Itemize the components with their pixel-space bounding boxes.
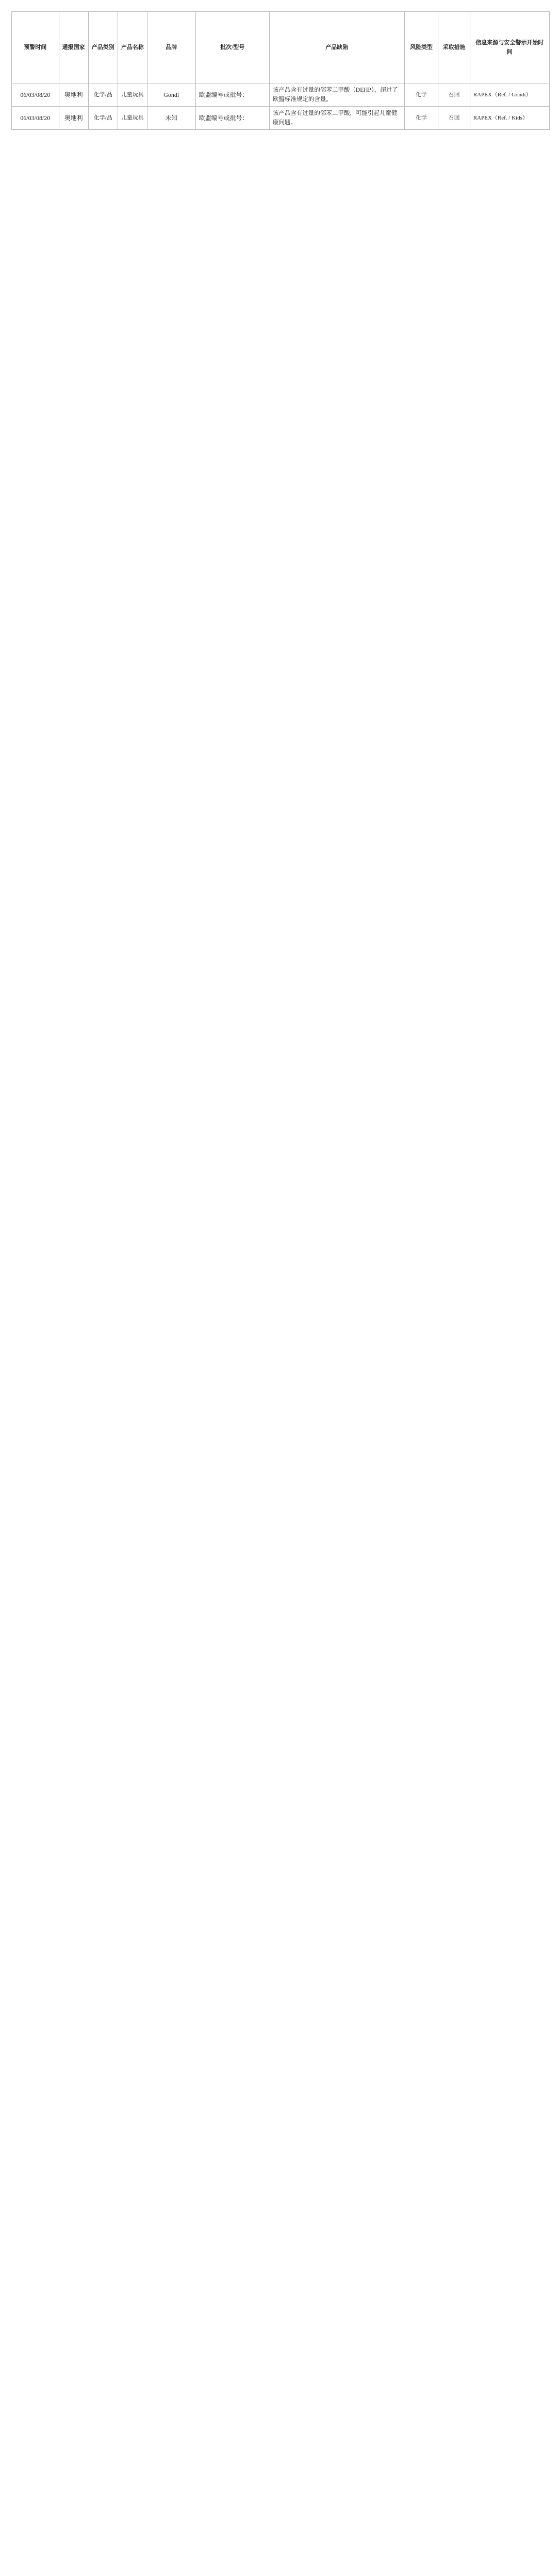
cell-product: 儿童玩具 xyxy=(118,107,147,130)
table-row xyxy=(12,83,550,107)
cell-country: 奥地利 xyxy=(59,107,88,130)
col-header-category: 产品类别 xyxy=(88,12,118,83)
col-header-risk: 风险类型 xyxy=(404,12,438,83)
cell-model: 欧盟编号或批号： xyxy=(195,83,269,107)
col-header-date: 预警时间 xyxy=(12,12,59,83)
col-header-source: 信息来源与安全警示开始时间 xyxy=(470,12,549,83)
cell-date: 06/03/08/20 xyxy=(12,107,59,130)
col-header-brand: 品牌 xyxy=(147,12,195,83)
cell-brand: 未知 xyxy=(147,107,195,130)
cell-brand: Gondi xyxy=(147,83,195,107)
cell-source: RAPEX（Ref. / Gondi） xyxy=(470,83,549,107)
cell-product: 儿童玩具 xyxy=(118,83,147,107)
col-header-country: 通报国家 xyxy=(59,12,88,83)
cell-risk: 化学 xyxy=(404,107,438,130)
col-header-model: 批次/型号 xyxy=(195,12,269,83)
table-body xyxy=(12,83,550,130)
cell-defect: 该产品含有过量的邻苯二甲酸（DEHP），超过了欧盟标准规定的含量。 xyxy=(269,83,404,107)
header-row xyxy=(12,12,550,83)
cell-defect: 该产品含有过量的邻苯二甲酸，可能引起儿童健康问题。 xyxy=(269,107,404,130)
cell-category: 化学/品 xyxy=(88,83,118,107)
cell-country: 奥地利 xyxy=(59,83,88,107)
cell-model: 欧盟编号或批号： xyxy=(195,107,269,130)
cell-source: RAPEX（Ref. / Kids） xyxy=(470,107,549,130)
cell-category: 化学/品 xyxy=(88,107,118,130)
col-header-defect: 产品缺陷 xyxy=(269,12,404,83)
rapex-notice-table xyxy=(11,11,550,130)
table-row xyxy=(12,107,550,130)
cell-measures: 召回 xyxy=(438,107,470,130)
cell-risk: 化学 xyxy=(404,83,438,107)
col-header-measures: 采取措施 xyxy=(438,12,470,83)
cell-measures: 召回 xyxy=(438,83,470,107)
cell-date: 06/03/08/20 xyxy=(12,83,59,107)
col-header-product: 产品名称 xyxy=(118,12,147,83)
